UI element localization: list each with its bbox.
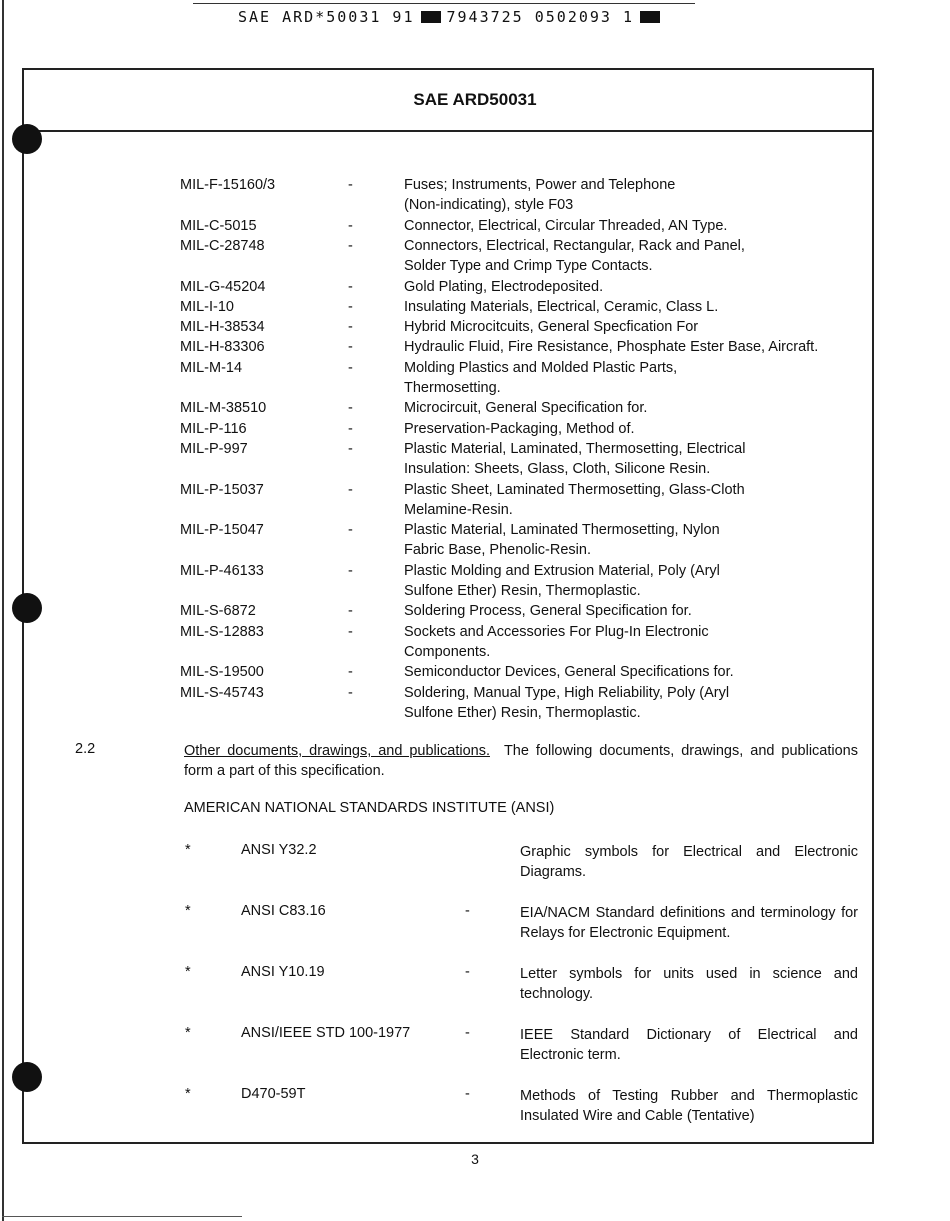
top-header-barcode: 7943725 0502093 1 bbox=[446, 8, 635, 26]
mil-spec-description: Microcircuit, General Specification for. bbox=[404, 400, 648, 417]
binder-hole bbox=[12, 1062, 42, 1092]
mil-spec-dash: - bbox=[348, 562, 353, 579]
mil-spec-dash: - bbox=[348, 481, 353, 498]
mil-spec-dash: - bbox=[348, 522, 353, 539]
section-paragraph bbox=[184, 741, 858, 781]
mil-spec-dash: - bbox=[348, 339, 353, 356]
mil-spec-code: MIL-S-45743 bbox=[180, 684, 264, 701]
ansi-doc-dash: - bbox=[465, 964, 470, 980]
mil-spec-dash: - bbox=[348, 400, 353, 417]
mil-spec-code: MIL-P-997 bbox=[180, 440, 248, 457]
ansi-doc-dash: - bbox=[465, 903, 470, 919]
mil-spec-code: MIL-H-38534 bbox=[180, 319, 265, 336]
ansi-doc-description: Methods of Testing Rubber and Thermoplastic Insulated Wire and Cable (Tentative) bbox=[520, 1088, 858, 1124]
mil-spec-dash: - bbox=[348, 177, 353, 193]
mil-spec-description: Insulating Materials, Electrical, Ceramic, Class L. bbox=[404, 298, 719, 315]
ansi-bullet-star: * bbox=[185, 964, 191, 980]
mil-spec-description: Thermosetting. bbox=[404, 380, 501, 396]
ansi-bullet-star: * bbox=[185, 842, 191, 858]
mil-spec-dash: - bbox=[348, 623, 353, 640]
ansi-doc-dash: - bbox=[465, 1086, 470, 1102]
ansi-doc-code: ANSI Y10.19 bbox=[241, 964, 325, 980]
mil-spec-dash: - bbox=[348, 684, 353, 701]
mil-spec-description: Soldering, Manual Type, High Reliability, Poly (Aryl bbox=[404, 684, 730, 701]
mil-spec-dash: - bbox=[348, 603, 353, 620]
mil-spec-code: MIL-C-28748 bbox=[180, 237, 265, 254]
section-body: The following documents, drawings, and publications form a part of this specification. bbox=[184, 743, 858, 779]
mil-spec-description: Sockets and Accessories For Plug-In Electronic bbox=[404, 623, 709, 640]
block-mark bbox=[640, 11, 660, 23]
mil-spec-dash: - bbox=[348, 664, 353, 681]
mil-spec-code: MIL-G-45204 bbox=[180, 278, 266, 295]
mil-spec-dash: - bbox=[348, 237, 353, 254]
mil-spec-code: MIL-S-12883 bbox=[180, 623, 264, 640]
mil-spec-description: Molding Plastics and Molded Plastic Parts, bbox=[404, 359, 678, 376]
mil-spec-dash: - bbox=[348, 420, 353, 437]
mil-spec-dash: - bbox=[348, 278, 353, 295]
ansi-doc-description: Letter symbols for units used in science and technology. bbox=[520, 966, 858, 1002]
mil-spec-description: Gold Plating, Electrodeposited. bbox=[404, 278, 604, 295]
mil-spec-description: (Non-indicating), style F03 bbox=[404, 197, 574, 214]
top-header-id: SAE ARD*50031 91 bbox=[238, 8, 415, 26]
bottom-rule bbox=[2, 1216, 242, 1217]
mil-spec-code: MIL-P-46133 bbox=[180, 562, 264, 579]
ansi-doc-code: ANSI/IEEE STD 100-1977 bbox=[241, 1025, 411, 1041]
ansi-bullet-star: * bbox=[185, 1025, 191, 1041]
mil-spec-description: Insulation: Sheets, Glass, Cloth, Silicone Resin. bbox=[404, 461, 711, 478]
mil-spec-description: Hydraulic Fluid, Fire Resistance, Phosphate Ester Base, Aircraft. bbox=[404, 339, 819, 356]
mil-spec-dash: - bbox=[348, 359, 353, 376]
mil-spec-dash: - bbox=[348, 298, 353, 315]
ansi-bullet-star: * bbox=[185, 1086, 191, 1102]
mil-spec-description: Plastic Material, Laminated, Thermosetting, Electrical bbox=[404, 440, 746, 457]
ansi-doc-dash: - bbox=[465, 1025, 470, 1041]
ansi-doc-code: ANSI C83.16 bbox=[241, 903, 326, 919]
mil-spec-dash: - bbox=[348, 319, 353, 336]
mil-spec-description: Connector, Electrical, Circular Threaded, AN Type. bbox=[404, 217, 728, 234]
mil-spec-code: MIL-P-116 bbox=[180, 420, 247, 437]
mil-spec-code: MIL-C-5015 bbox=[180, 217, 257, 234]
mil-spec-code: MIL-S-19500 bbox=[180, 664, 264, 681]
mil-spec-description: Sulfone Ether) Resin, Thermoplastic. bbox=[404, 583, 641, 599]
page-number: 3 bbox=[471, 1151, 479, 1167]
mil-spec-description: Plastic Sheet, Laminated Thermosetting, Glass-Cloth bbox=[404, 481, 745, 498]
binder-hole bbox=[12, 124, 42, 154]
ansi-doc-code: ANSI Y32.2 bbox=[241, 842, 317, 858]
mil-spec-description: Hybrid Microcitcuits, General Specfication For bbox=[404, 319, 699, 336]
top-rule bbox=[193, 3, 695, 4]
ansi-bullet-star: * bbox=[185, 903, 191, 919]
ansi-group-heading: AMERICAN NATIONAL STANDARDS INSTITUTE (ANSI) bbox=[184, 800, 555, 816]
mil-spec-code: MIL-I-10 bbox=[180, 298, 234, 315]
top-header bbox=[238, 8, 666, 26]
mil-spec-dash: - bbox=[348, 217, 353, 234]
mil-spec-description: Semiconductor Devices, General Specifications for. bbox=[404, 664, 734, 681]
mil-spec-description: Plastic Material, Laminated Thermosetting, Nylon bbox=[404, 522, 720, 539]
ansi-doc-description: Graphic symbols for Electrical and Electronic Diagrams. bbox=[520, 844, 858, 880]
mil-spec-code: MIL-M-38510 bbox=[180, 400, 267, 417]
mil-spec-description: Solder Type and Crimp Type Contacts. bbox=[404, 258, 653, 275]
mil-spec-code: MIL-M-14 bbox=[180, 359, 243, 376]
mil-spec-code: MIL-P-15037 bbox=[180, 481, 264, 498]
mil-spec-description: Sulfone Ether) Resin, Thermoplastic. bbox=[404, 704, 641, 721]
mil-spec-dash: - bbox=[348, 440, 353, 457]
ansi-doc-code: D470-59T bbox=[241, 1086, 306, 1102]
mil-spec-description: Components. bbox=[404, 643, 491, 660]
mil-spec-description: Melamine-Resin. bbox=[404, 501, 513, 518]
ansi-doc-description: IEEE Standard Dictionary of Electrical and Electronic term. bbox=[520, 1027, 858, 1063]
binder-hole bbox=[12, 593, 42, 623]
mil-spec-code: MIL-S-6872 bbox=[180, 603, 256, 620]
mil-spec-description: Soldering Process, General Specification for. bbox=[404, 603, 692, 620]
mil-spec-description: Plastic Molding and Extrusion Material, Poly (Aryl bbox=[404, 562, 720, 579]
ansi-doc-description: EIA/NACM Standard definitions and terminology for Relays for Electronic Equipment. bbox=[520, 905, 858, 941]
mil-spec-code: MIL-H-83306 bbox=[180, 339, 265, 356]
page-left-edge bbox=[2, 0, 4, 1221]
section-number: 2.2 bbox=[75, 741, 96, 757]
block-mark bbox=[421, 11, 441, 23]
mil-spec-code: MIL-P-15047 bbox=[180, 522, 264, 539]
mil-spec-description: Fuses; Instruments, Power and Telephone bbox=[404, 177, 676, 193]
mil-spec-description: Fabric Base, Phenolic-Resin. bbox=[404, 542, 591, 559]
section-heading: Other documents, drawings, and publications. bbox=[184, 743, 490, 759]
document-title: SAE ARD50031 bbox=[413, 90, 537, 109]
mil-spec-code: MIL-F-15160/3 bbox=[180, 177, 276, 193]
mil-spec-description: Preservation-Packaging, Method of. bbox=[404, 420, 635, 437]
mil-spec-description: Connectors, Electrical, Rectangular, Rack and Panel, bbox=[404, 237, 745, 254]
